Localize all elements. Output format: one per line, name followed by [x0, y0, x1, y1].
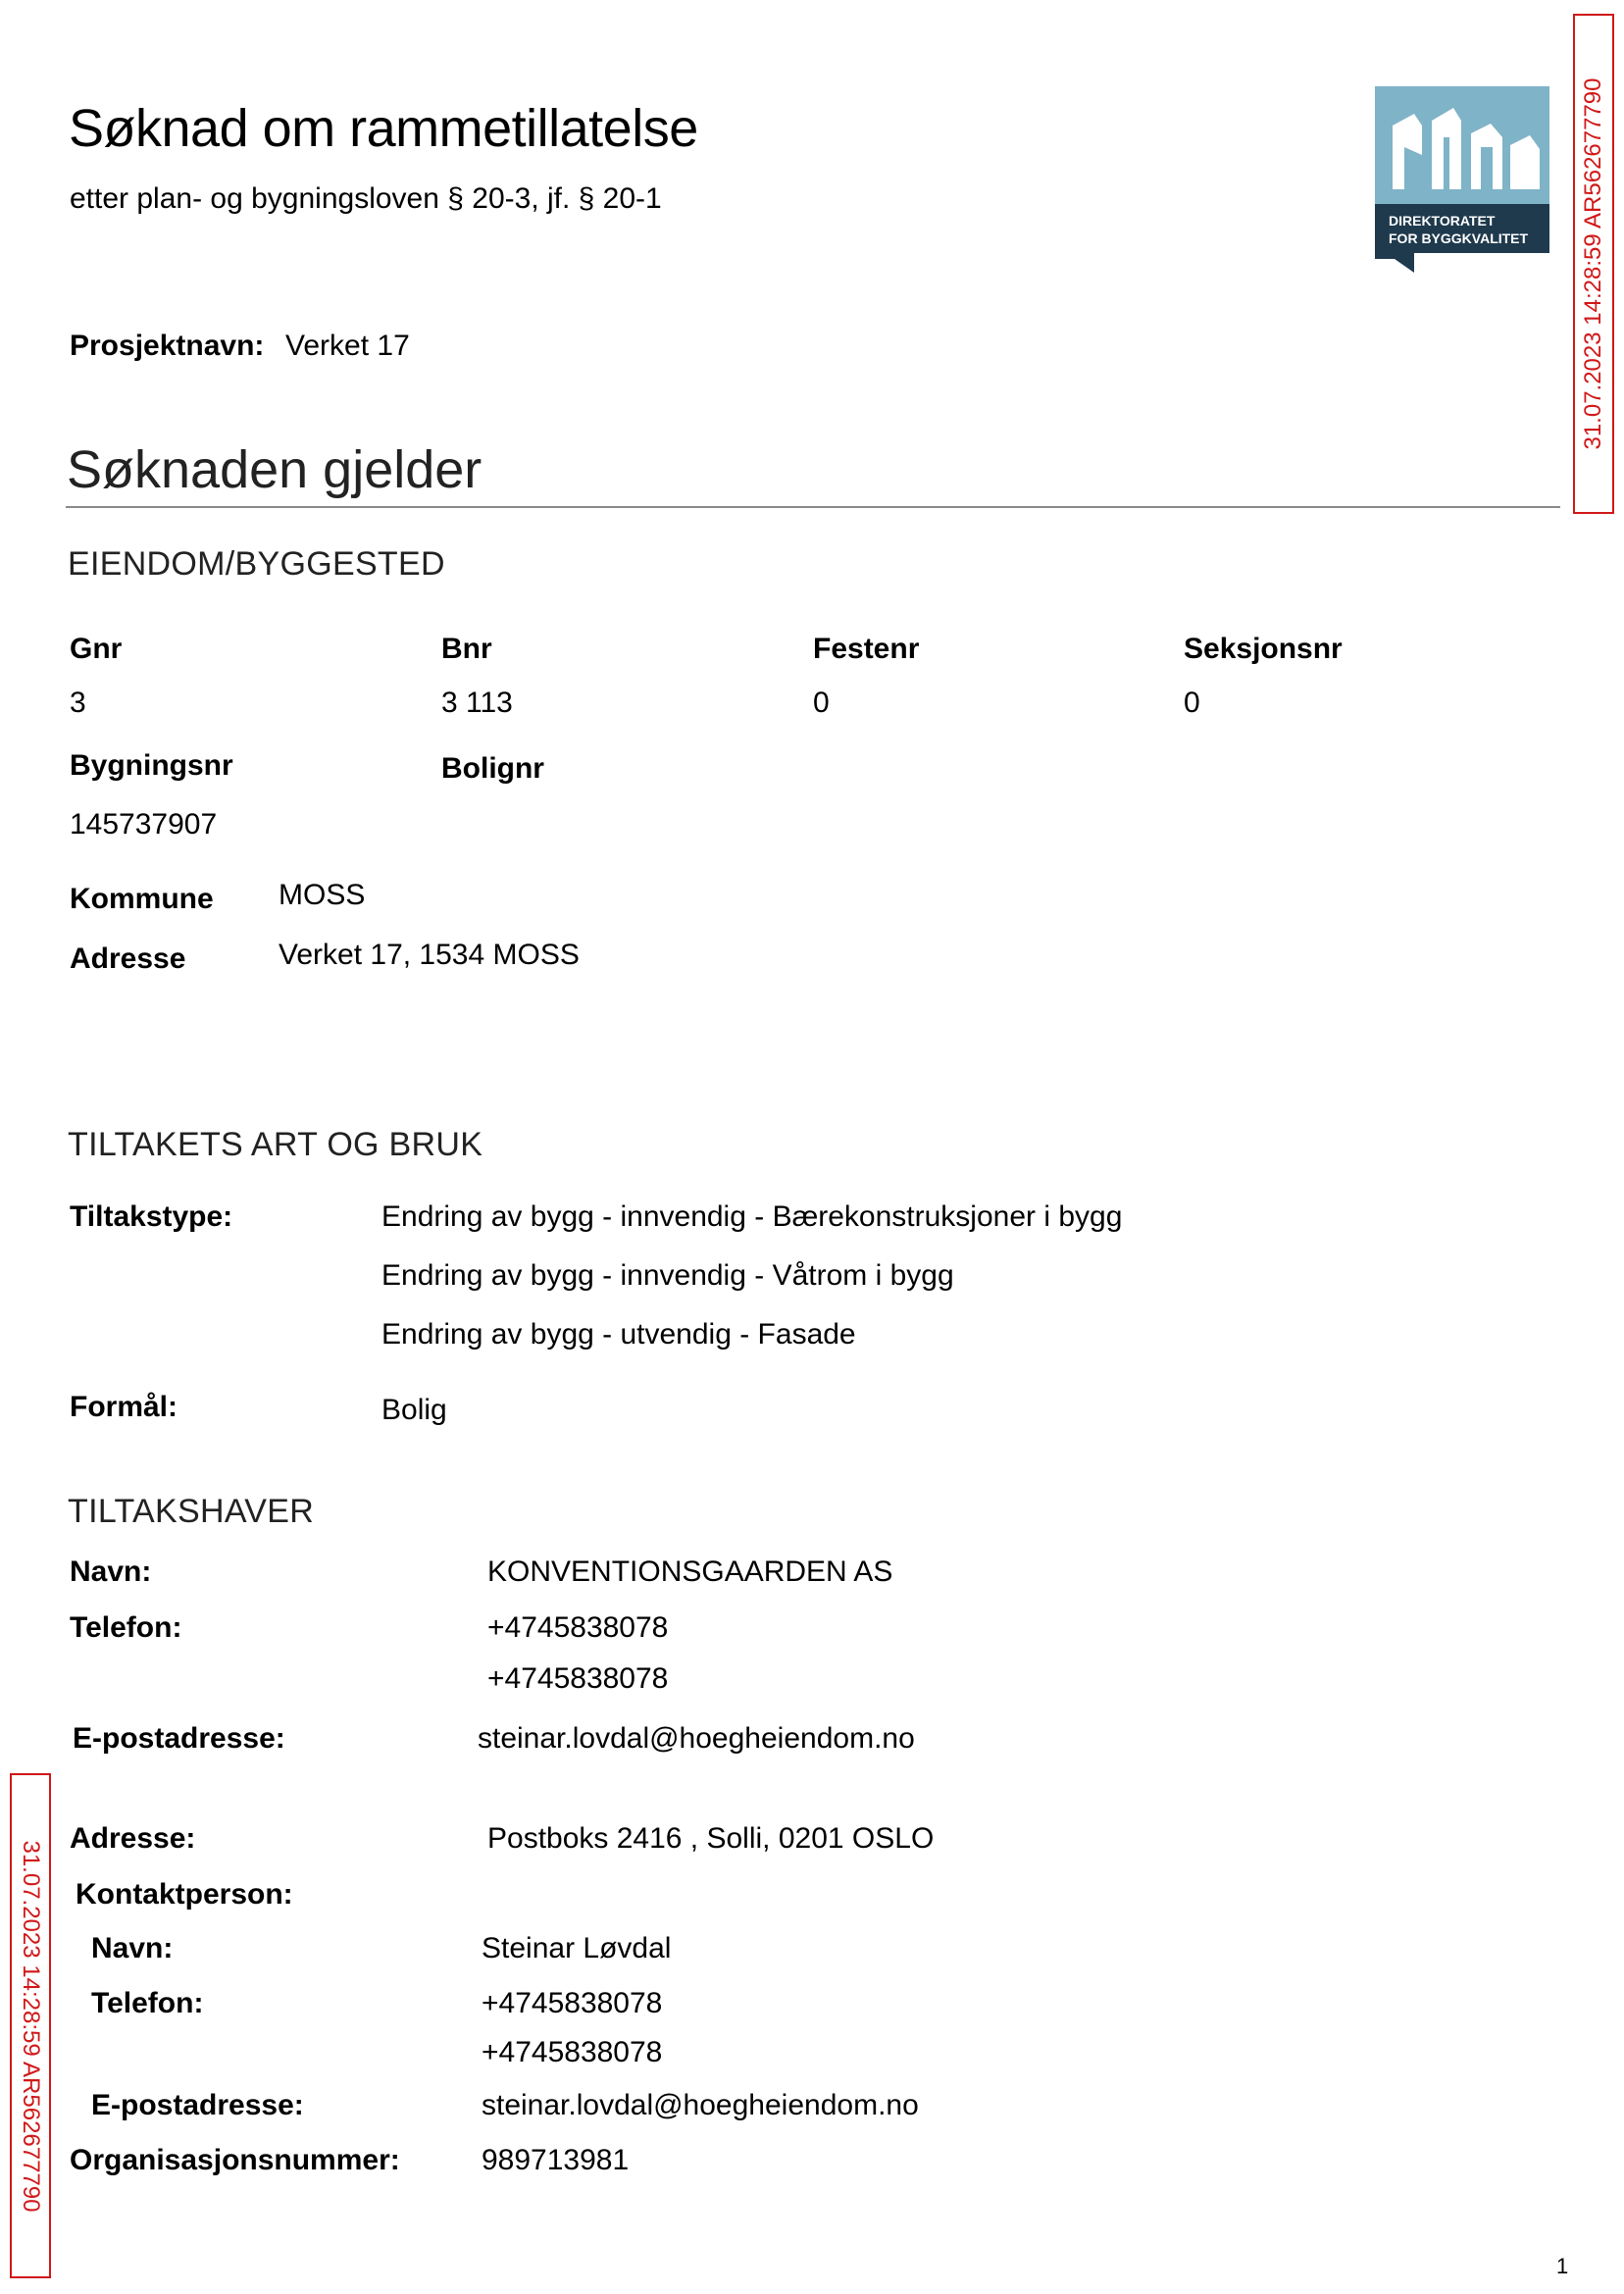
timestamp-stamp-text: 31.07.2023 14:28:59 AR562677790 [1580, 77, 1606, 450]
seksjonsnr-label: Seksjonsnr [1184, 633, 1343, 665]
owner-phone-value: +4745838078 [487, 1611, 669, 1644]
festenr-value: 0 [813, 687, 830, 719]
measure-heading: TILTAKETS ART OG BRUK [68, 1126, 483, 1163]
purpose-value: Bolig [381, 1394, 447, 1426]
section-title: Søknaden gjelder [67, 440, 482, 499]
logo-text-line2: FOR BYGGKVALITET [1389, 230, 1529, 246]
measure-type-item: Endring av bygg - innvendig - Bærekonstruksjoner i bygg [381, 1200, 1123, 1233]
kommune-label: Kommune [70, 883, 214, 915]
project-name-label: Prosjektnavn: [70, 330, 265, 362]
owner-name-label: Navn: [70, 1555, 152, 1588]
seksjonsnr-value: 0 [1184, 687, 1200, 719]
adresse-label: Adresse [70, 943, 186, 975]
measure-type-item: Endring av bygg - utvendig - Fasade [381, 1318, 856, 1351]
gnr-label: Gnr [70, 633, 123, 665]
logo-shape-4 [1510, 135, 1540, 189]
gnr-value: 3 [70, 687, 86, 719]
bygningsnr-value: 145737907 [70, 808, 218, 841]
document-title: Søknad om rammetillatelse [69, 99, 698, 158]
festenr-label: Festenr [813, 633, 920, 665]
owner-email-label: E-postadresse: [73, 1722, 285, 1755]
owner-phone-label: Telefon: [70, 1611, 182, 1644]
purpose-label: Formål: [70, 1391, 178, 1423]
section-divider [66, 506, 1560, 508]
owner-phone-value: +4745838078 [487, 1662, 669, 1695]
timestamp-stamp [1573, 14, 1614, 514]
contact-name-label: Navn: [91, 1932, 174, 1964]
project-name-value: Verket 17 [285, 330, 410, 362]
contact-email-value: steinar.lovdal@hoegheiendom.no [482, 2089, 919, 2121]
logo-tail [1375, 253, 1414, 273]
property-heading: EIENDOM/BYGGESTED [68, 545, 445, 583]
contact-phone-value: +4745838078 [482, 1987, 663, 2019]
owner-email-value: steinar.lovdal@hoegheiendom.no [478, 1722, 915, 1755]
contact-email-label: E-postadresse: [91, 2089, 304, 2121]
measure-type-label: Tiltakstype: [70, 1200, 233, 1233]
logo-text-line1: DIREKTORATET [1389, 213, 1496, 229]
owner-address-value: Postboks 2416 , Solli, 0201 OSLO [487, 1822, 935, 1855]
timestamp-stamp [10, 1773, 51, 2278]
dibk-logo [1375, 86, 1549, 273]
bygningsnr-label: Bygningsnr [70, 749, 233, 782]
bolignr-label: Bolignr [441, 752, 544, 785]
kommune-value: MOSS [279, 879, 366, 911]
bnr-value: 3 113 [441, 687, 513, 719]
contact-name-value: Steinar Løvdal [482, 1932, 672, 1964]
document-subtitle: etter plan- og bygningsloven § 20-3, jf. § 20-1 [70, 182, 662, 215]
bnr-label: Bnr [441, 633, 492, 665]
owner-address-label: Adresse: [70, 1822, 196, 1855]
org-number-value: 989713981 [482, 2144, 630, 2176]
org-number-label: Organisasjonsnummer: [70, 2144, 400, 2176]
measure-type-item: Endring av bygg - innvendig - Våtrom i bygg [381, 1259, 954, 1292]
timestamp-stamp-text: 31.07.2023 14:28:59 AR562677790 [18, 1839, 44, 2213]
owner-heading: TILTAKSHAVER [68, 1493, 315, 1530]
adresse-value: Verket 17, 1534 MOSS [279, 939, 580, 971]
owner-name-value: KONVENTIONSGAARDEN AS [487, 1555, 893, 1588]
contact-phone-value: +4745838078 [482, 2036, 663, 2068]
page-number: 1 [1556, 2254, 1569, 2278]
contact-phone-label: Telefon: [91, 1987, 204, 2019]
contact-person-label: Kontaktperson: [76, 1878, 293, 1911]
